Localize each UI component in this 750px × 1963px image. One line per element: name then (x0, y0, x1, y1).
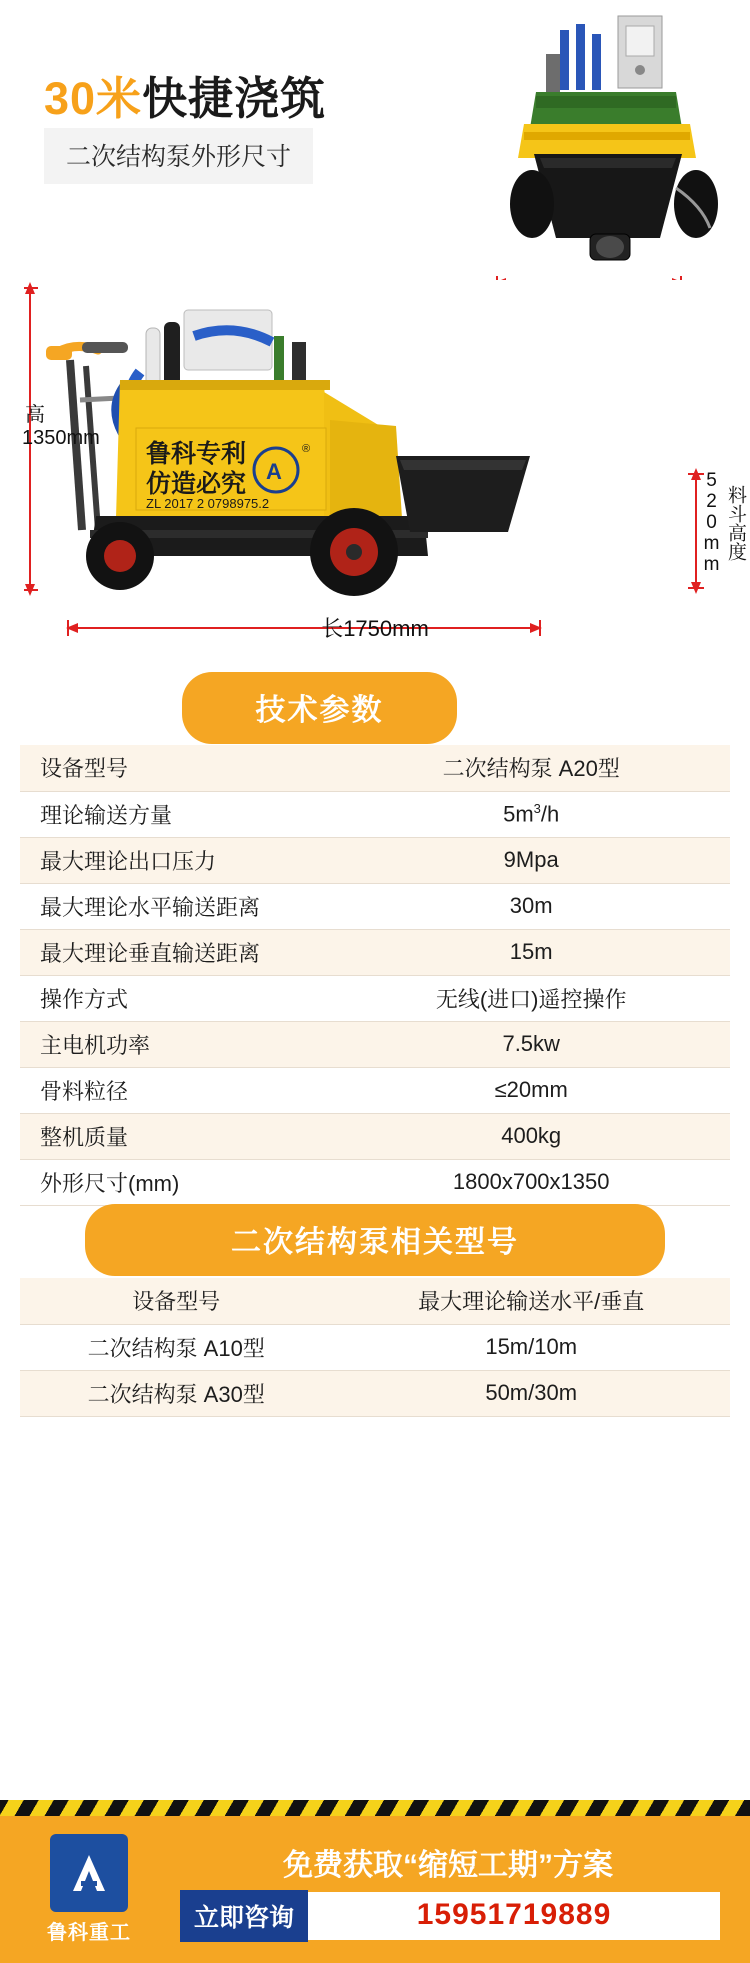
svg-text:仿造必究: 仿造必究 (146, 471, 247, 498)
table-row (20, 791, 730, 837)
spec-value: ≤20mm (332, 1067, 730, 1113)
machine-front-illustration (500, 8, 736, 266)
table-row (20, 975, 730, 1021)
patent-plate (136, 428, 326, 511)
svg-text:ZL 2017 2 0798975.2: ZL 2017 2 0798975.2 (146, 496, 270, 511)
length-dimension-label: 长1750mm (321, 616, 429, 641)
machine-side-illustration (24, 280, 730, 640)
related-range: 50m/30m (332, 1370, 730, 1416)
spec-key: 主电机功率 (20, 1021, 332, 1067)
table-row (20, 1113, 730, 1159)
spec-value: 400kg (332, 1113, 730, 1159)
spec-key: 最大理论出口压力 (20, 837, 332, 883)
table-row (20, 1324, 730, 1370)
company-name: 鲁科重工 (47, 1922, 131, 1944)
consult-button[interactable]: 立即咨询 (180, 1890, 308, 1942)
page-title-highlight: 30米 (44, 73, 143, 124)
spec-value: 7.5kw (332, 1021, 730, 1067)
caution-stripe (0, 1800, 750, 1816)
page-title (44, 62, 326, 127)
table-header-row (20, 1278, 730, 1324)
spec-key: 理论输送方量 (20, 791, 332, 837)
spec-value: 1800x700x1350 (332, 1159, 730, 1205)
table-row (20, 1370, 730, 1416)
lukeh-a-icon (63, 1847, 115, 1899)
related-model: 二次结构泵 A30型 (20, 1370, 332, 1416)
spec-key: 外形尺寸(mm) (20, 1159, 332, 1205)
machine-front-photo (500, 8, 736, 266)
svg-text:A: A (266, 459, 282, 484)
spec-key: 设备型号 (20, 745, 332, 791)
specs-section-title: 技术参数 (182, 672, 457, 744)
spec-value: 9Mpa (332, 837, 730, 883)
logo-badge-icon (50, 1834, 128, 1912)
related-section-title: 二次结构泵相关型号 (85, 1204, 665, 1276)
spec-key: 操作方式 (20, 975, 332, 1021)
company-logo (24, 1834, 154, 1946)
spec-key: 最大理论水平输送距离 (20, 883, 332, 929)
spec-value: $5m^3/h$ (332, 791, 730, 837)
related-header-model: 设备型号 (20, 1278, 332, 1324)
table-row (20, 1021, 730, 1067)
related-header-range: 最大理论输送水平/垂直 (332, 1278, 730, 1324)
logo-mark-icon (50, 1834, 128, 1912)
related-range: 15m/10m (332, 1324, 730, 1370)
height-dimension-label: 高1350mm (22, 404, 100, 449)
spec-key: 骨料粒径 (20, 1067, 332, 1113)
specs-table (20, 745, 730, 1206)
spec-key: 最大理论垂直输送距离 (20, 929, 332, 975)
svg-text:®: ® (302, 443, 311, 455)
table-row (20, 883, 730, 929)
machine-side-photo (24, 280, 730, 640)
spec-value: 15m (332, 929, 730, 975)
table-row (20, 745, 730, 791)
hopper-height-text: 料斗高度 (725, 484, 746, 561)
related-model: 二次结构泵 A10型 (20, 1324, 332, 1370)
table-row (20, 929, 730, 975)
spec-value: 30m (332, 883, 730, 929)
footer-headline: 免费获取“缩短工期”方案 (283, 1849, 613, 1882)
svg-text:鲁科专利: 鲁科专利 (146, 441, 247, 468)
page-title-rest: 快捷浇筑 (142, 73, 327, 124)
footer-banner (0, 1800, 750, 1963)
hopper-height-value: 520mm (701, 470, 722, 575)
phone-number[interactable]: 15951719889 (308, 1892, 720, 1940)
header-section (0, 0, 750, 262)
spec-value: 二次结构泵 A20型 (332, 745, 730, 791)
spec-value: 无线(进口)遥控操作 (332, 975, 730, 1021)
spec-key: 整机质量 (20, 1113, 332, 1159)
footer-cta (180, 1892, 720, 1940)
hopper-height-dimension-label (700, 470, 746, 575)
page-subtitle: 二次结构泵外形尺寸 (44, 128, 313, 184)
related-models-table (20, 1278, 730, 1417)
table-row (20, 837, 730, 883)
table-row (20, 1159, 730, 1205)
table-row (20, 1067, 730, 1113)
